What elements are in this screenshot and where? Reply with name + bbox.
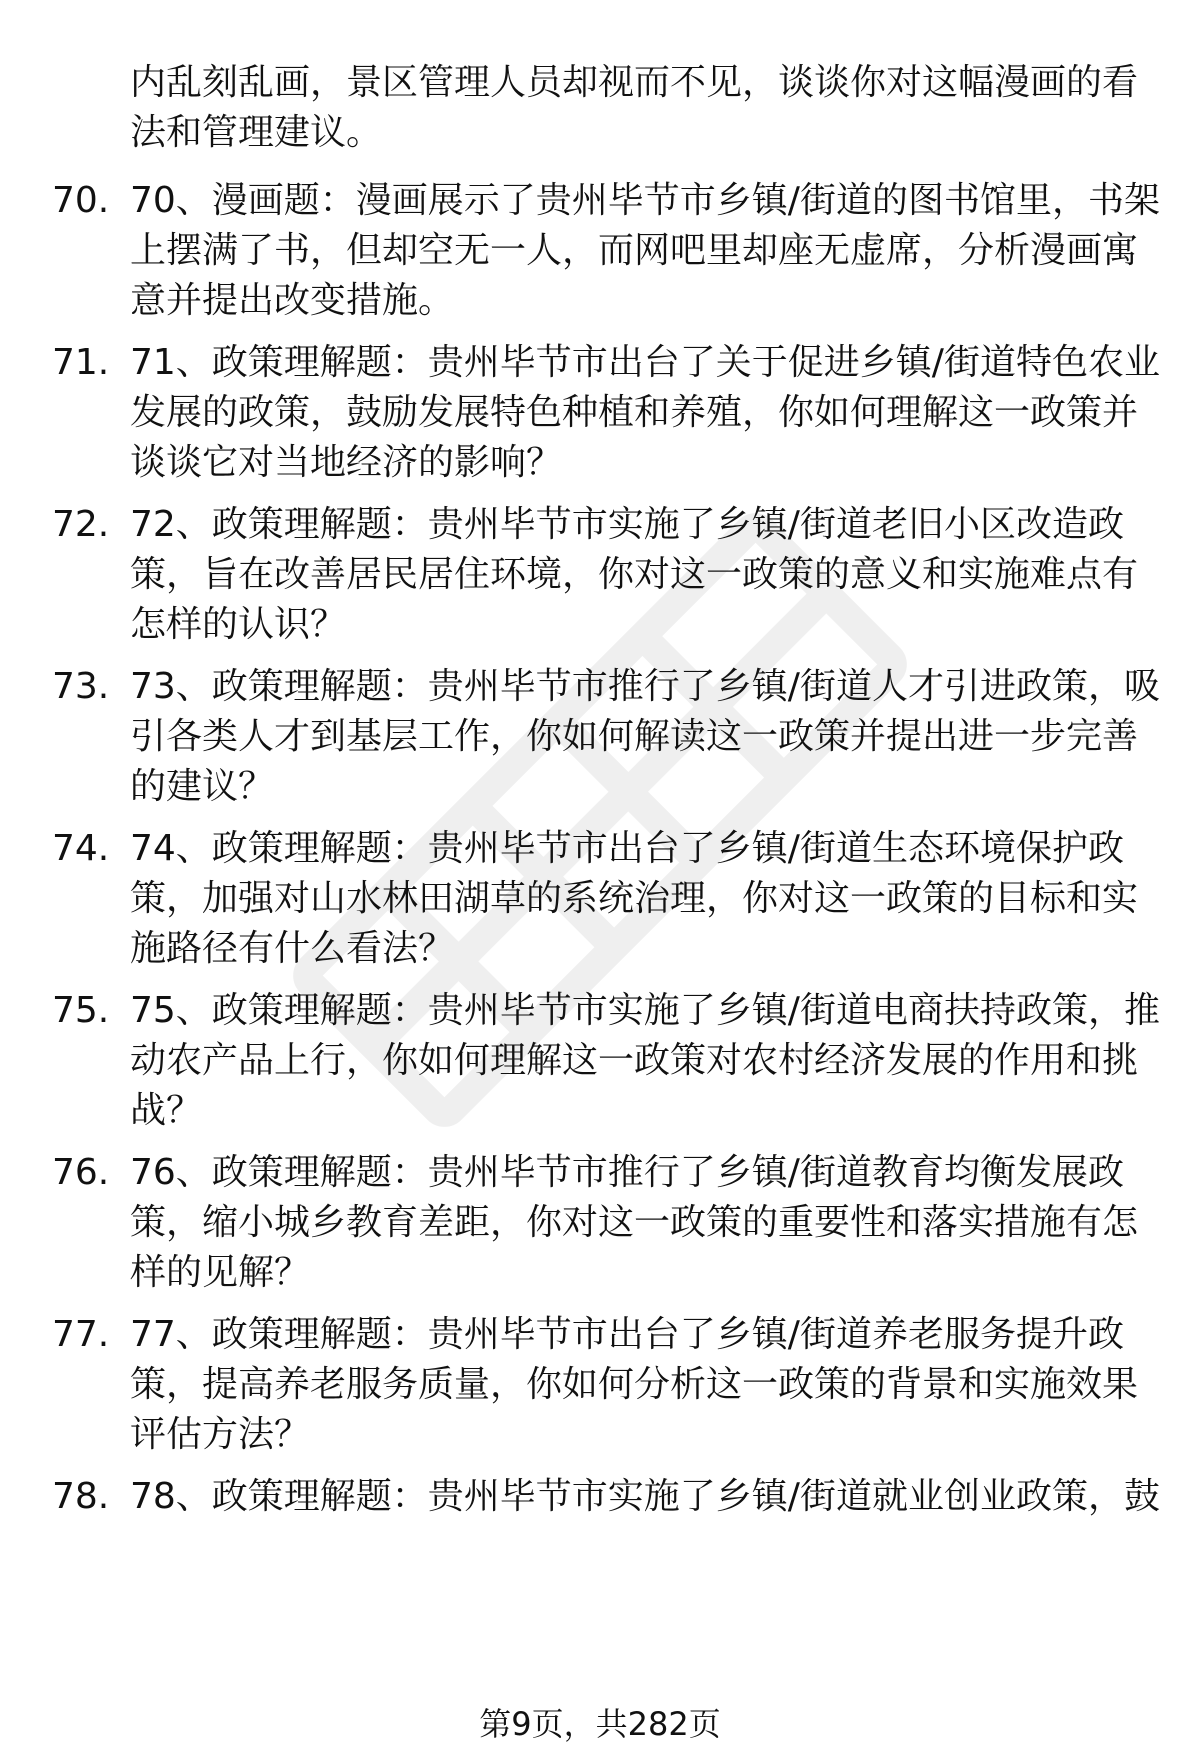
item-text: 72、政策理解题：贵州毕节市实施了乡镇/街道老旧小区改造政策，旨在改善居民居住环境，你对这一政策的意义和实施难点有怎样的认识？ — [130, 504, 1139, 645]
item-text: 78、政策理解题：贵州毕节市实施了乡镇/街道就业创业政策，鼓 — [130, 1476, 1160, 1517]
list-item — [0, 176, 1200, 346]
list-item — [0, 1310, 1200, 1480]
item-number: 72. — [52, 504, 110, 545]
item-text: 75、政策理解题：贵州毕节市实施了乡镇/街道电商扶持政策，推动农产品上行，你如何理解这一政策对农村经济发展的作用和挑战？ — [130, 990, 1160, 1131]
item-number: 78. — [52, 1476, 110, 1517]
list-item — [0, 824, 1200, 994]
item-number: 77. — [52, 1314, 110, 1355]
list-item — [0, 1472, 1200, 1532]
list-item — [0, 500, 1200, 670]
item-number: 71. — [52, 342, 110, 383]
item-text: 74、政策理解题：贵州毕节市出台了乡镇/街道生态环境保护政策，加强对山水林田湖草的系统治理，你对这一政策的目标和实施路径有什么看法？ — [130, 828, 1139, 969]
item-number: 73. — [52, 666, 110, 707]
item-text: 70、漫画题：漫画展示了贵州毕节市乡镇/街道的图书馆里，书架上摆满了书，但却空无一人，而网吧里却座无虚席，分析漫画寓意并提出改变措施。 — [130, 180, 1160, 321]
continuation-paragraph: 内乱刻乱画，景区管理人员却视而不见，谈谈你对这幅漫画的看法和管理建议。 — [130, 62, 1139, 153]
item-number: 70. — [52, 180, 110, 221]
item-number: 76. — [52, 1152, 110, 1193]
page-footer: 第9页，共282页 — [479, 1705, 721, 1743]
item-number: 74. — [52, 828, 110, 869]
item-text: 73、政策理解题：贵州毕节市推行了乡镇/街道人才引进政策，吸引各类人才到基层工作，你如何解读这一政策并提出进一步完善的建议？ — [130, 666, 1160, 807]
item-text: 76、政策理解题：贵州毕节市推行了乡镇/街道教育均衡发展政策，缩小城乡教育差距，你对这一政策的重要性和落实措施有怎样的见解？ — [130, 1152, 1139, 1293]
list-item — [0, 1148, 1200, 1318]
item-number: 75. — [52, 990, 110, 1031]
list-item — [0, 338, 1200, 508]
item-text: 71、政策理解题：贵州毕节市出台了关于促进乡镇/街道特色农业发展的政策，鼓励发展特色种植和养殖，你如何理解这一政策并谈谈它对当地经济的影响？ — [130, 342, 1160, 483]
item-text: 77、政策理解题：贵州毕节市出台了乡镇/街道养老服务提升政策，提高养老服务质量，你如何分析这一政策的背景和实施效果评估方法？ — [130, 1314, 1139, 1455]
list-item — [0, 662, 1200, 832]
list-item — [0, 986, 1200, 1156]
